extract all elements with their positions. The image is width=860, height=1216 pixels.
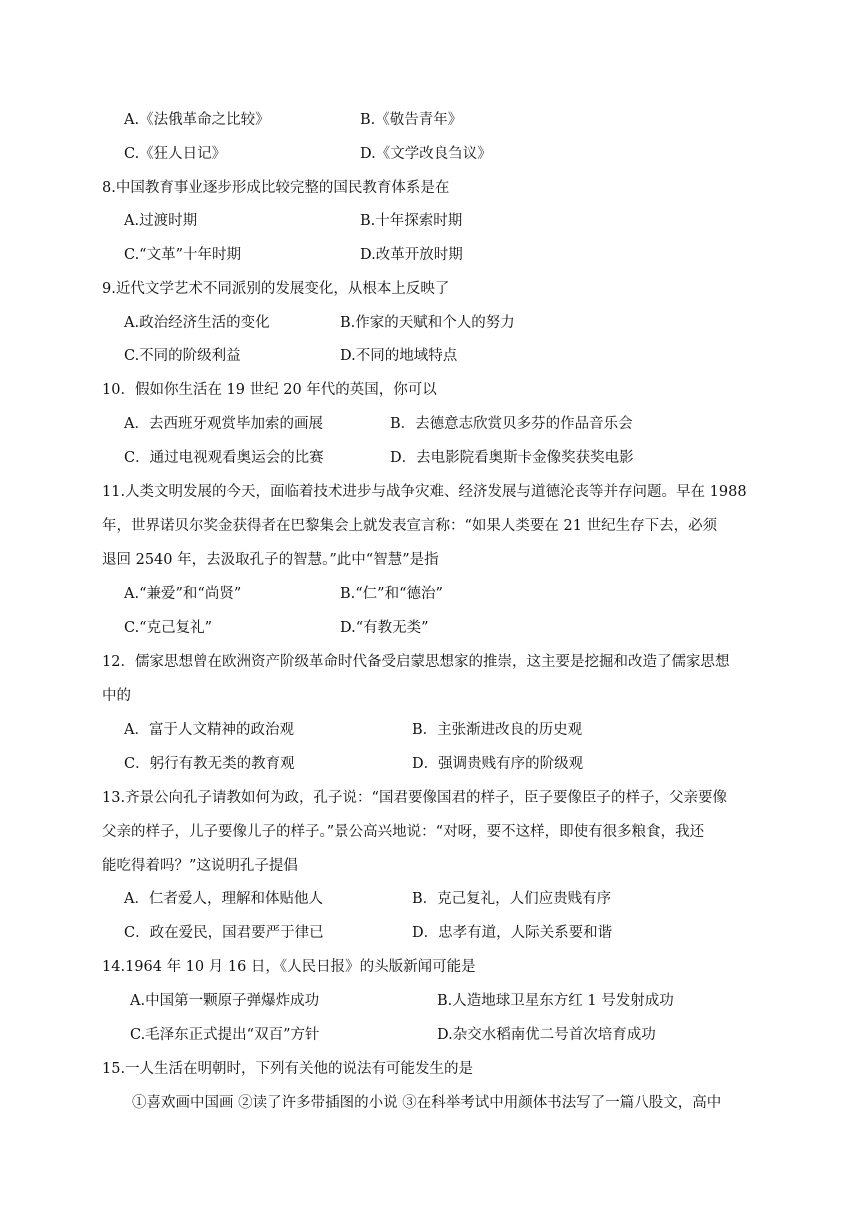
question-number: 9. [102, 281, 116, 297]
question-14-stem [0, 957, 860, 977]
question-text: 人类文明发展的今天，面临着技术进步与战争灾难、经济发展与道德沦丧等并存问题。早在 1988 [125, 484, 747, 500]
option-row [0, 346, 860, 366]
question-15-stem [0, 1059, 860, 1079]
question-11-stem [0, 482, 860, 502]
question-10-stem [0, 380, 860, 400]
option-c: C.毛泽东正式提出“双百”方针 [130, 1027, 320, 1043]
question-text: 一人生活在明朝时，下列有关他的说法有可能发生的是 [125, 1061, 474, 1077]
option-b: B．主张渐进改良的历史观 [412, 722, 583, 738]
option-row [0, 1025, 860, 1045]
question-8-stem [0, 178, 860, 198]
question-number: 8. [102, 180, 116, 196]
option-d: D．强调贵贱有序的阶级观 [412, 756, 584, 772]
question-number: 13. [102, 790, 126, 806]
question-13-stem [0, 788, 860, 808]
question-9-stem [0, 279, 860, 299]
option-a: A.政治经济生活的变化 [124, 315, 270, 331]
question-number: 14. [102, 959, 126, 975]
option-row [0, 245, 860, 265]
option-c: C.不同的阶级利益 [124, 348, 241, 364]
option-row [0, 889, 860, 909]
question-text-line: 退回 2540 年，去汲取孔子的智慧。”此中“智慧”是指 [102, 552, 439, 568]
option-row [0, 448, 860, 468]
option-c: C.“克己复礼” [124, 620, 213, 636]
question-text: 齐景公向孔子请教如何为政，孔子说：“国君要像国君的样子，臣子要像臣子的样子，父亲要像 [125, 790, 727, 806]
option-row [0, 923, 860, 943]
question-number: 10． [102, 382, 135, 398]
question-text-line: 中的 [102, 688, 131, 704]
question-text: 假如你生活在 19 世纪 20 年代的英国，你可以 [134, 382, 437, 398]
question-number: 15. [102, 1061, 126, 1077]
option-d: D.“有教无类” [340, 620, 429, 636]
option-row [0, 313, 860, 333]
question-number: 11. [102, 484, 126, 500]
question-text-line: 年，世界诺贝尔奖金获得者在巴黎集会上就发表宣言称：“如果人类要在 21 世纪生存下去，必须 [102, 518, 718, 534]
option-c: C．躬行有教无类的教育观 [124, 756, 295, 772]
option-d: D.改革开放时期 [360, 247, 463, 263]
option-c: C．政在爱民，国君要严于律已 [124, 925, 324, 941]
option-c: C.“文革”十年时期 [124, 247, 242, 263]
option-b: B．去德意志欣赏贝多芬的作品音乐会 [390, 416, 633, 432]
option-b: B.《敬告青年》 [360, 112, 463, 128]
option-row [0, 584, 860, 604]
question-detail: ①喜欢画中国画 ②读了许多带插图的小说 ③在科举考试中用颜体书法写了一篇八股文，高中 [132, 1095, 722, 1111]
option-d: D.不同的地域特点 [340, 348, 458, 364]
question-text-line: 父亲的样子，儿子要像儿子的样子。”景公高兴地说：“对呀，要不这样，即使有很多粮食，我还 [102, 824, 705, 840]
option-a: A.“兼爱”和“尚贤” [124, 586, 242, 602]
option-b: B．克己复礼，人们应贵贱有序 [412, 891, 612, 907]
option-a: A．去西班牙观赏毕加索的画展 [124, 416, 323, 432]
option-row [0, 110, 860, 130]
option-c: C．通过电视观看奥运会的比赛 [124, 450, 324, 466]
option-a: A.《法俄革命之比较》 [124, 112, 270, 128]
option-d: D.杂交水稻南优二号首次培育成功 [437, 1027, 656, 1043]
option-row [0, 144, 860, 164]
question-number: 12． [102, 654, 135, 670]
option-d: D．去电影院看奥斯卡金像奖获奖电影 [390, 450, 634, 466]
option-c: C.《狂人日记》 [124, 146, 227, 162]
option-a: A．仁者爱人，理解和体贴他人 [124, 891, 323, 907]
option-row [0, 991, 860, 1011]
option-b: B.人造地球卫星东方红 1 号发射成功 [437, 993, 674, 1009]
question-text-line: 能吃得着吗？”这说明孔子提倡 [102, 858, 298, 874]
option-b: B.作家的天赋和个人的努力 [340, 315, 515, 331]
option-row [0, 211, 860, 231]
question-12-stem [0, 652, 860, 672]
option-d: D.《文学改良刍议》 [360, 146, 492, 162]
option-a: A.中国第一颗原子弹爆炸成功 [130, 993, 320, 1009]
option-b: B.“仁”和“德治” [340, 586, 443, 602]
option-row [0, 720, 860, 740]
question-text: 1964 年 10 月 16 日，《人民日报》的头版新闻可能是 [125, 959, 476, 975]
question-text: 中国教育事业逐步形成比较完整的国民教育体系是在 [115, 180, 450, 196]
option-a: A．富于人文精神的政治观 [124, 722, 294, 738]
option-row [0, 414, 860, 434]
question-text: 儒家思想曾在欧洲资产阶级革命时代备受启蒙思想家的推崇，这主要是挖掘和改造了儒家思想 [134, 654, 730, 670]
option-b: B.十年探索时期 [360, 213, 463, 229]
option-row [0, 754, 860, 774]
question-text: 近代文学艺术不同派别的发展变化，从根本上反映了 [115, 281, 450, 297]
option-d: D．忠孝有道，人际关系要和谐 [412, 925, 613, 941]
option-a: A.过渡时期 [124, 213, 198, 229]
option-row [0, 618, 860, 638]
